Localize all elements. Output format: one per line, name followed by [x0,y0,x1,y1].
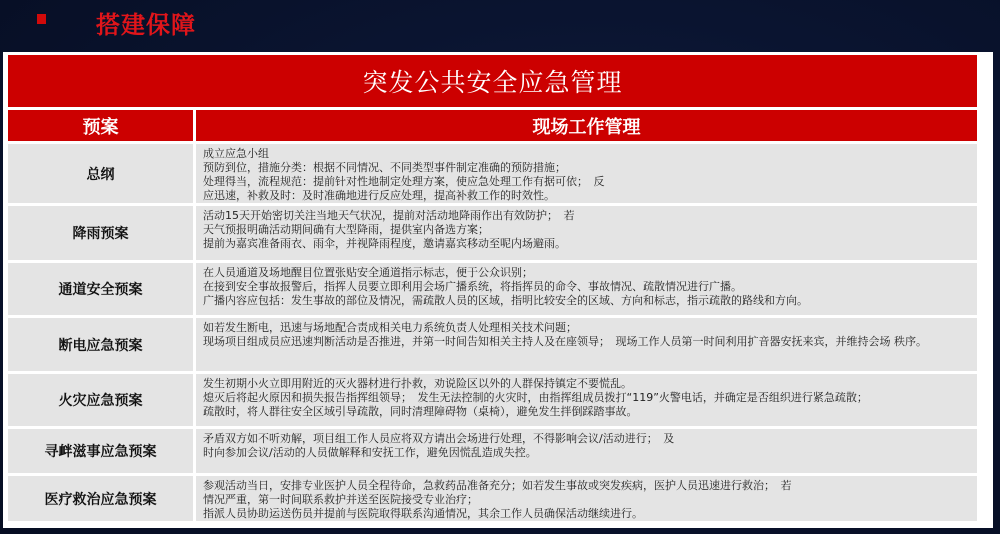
content-line: 广播内容应包括：发生事故的部位及情况，需疏散人员的区域，指明比较安全的区域、方向和标志，指示疏散的路线和方向。 [203,294,808,307]
page-title: 搭建保障 [96,11,196,39]
title-bullet-icon [37,14,46,24]
content-line: 疏散时，将人群往安全区域引导疏散，同时清理障碍物（桌椅），避免发生拌倒踩踏事故。 [203,405,638,418]
table-row-content [196,476,977,521]
table-row-label: 火灾应急预案 [8,374,193,426]
content-line: 预防到位，措施分类：根据不同情况、不同类型事件制定准确的预防措施； [203,161,566,174]
content-line: 如若发生断电，迅速与场地配合责成相关电力系统负责人处理相关技术问题； [203,321,577,334]
table-row-label: 医疗救治应急预案 [8,476,193,521]
table-row-label: 通道安全预案 [8,263,193,315]
table-row-content [196,263,977,315]
content-line: 指派人员协助运送伤员并提前与医院取得联系沟通情况，其余工作人员确保活动继续进行。 [203,507,643,520]
content-line: 天气预报明确活动期间确有大型降雨，提供室内备选方案； [203,223,489,236]
column-header-management: 现场工作管理 [196,110,977,141]
content-line: 在接到安全事故报警后，指挥人员要立即利用会场广播系统，将指挥员的命令、事故情况、疏散情况进行广播。 [203,280,742,293]
content-line: 现场项目组成员应迅速判断活动是否推进，并第一时间告知相关主持人及在座领导； 现场工作人员第一时间利用扩音器安抚来宾，并维持会场 秩序。 [203,335,927,348]
table-row-content [196,144,977,203]
content-line: 活动15天开始密切关注当地天气状况，提前对活动地降雨作出有效防护； 若 [203,209,575,222]
table-banner: 突发公共安全应急管理 [8,55,977,107]
table-row-label: 断电应急预案 [8,318,193,371]
table-row-content [196,206,977,260]
content-line: 提前为嘉宾准备雨衣、雨伞，并视降雨程度，邀请嘉宾移动至呢内场避雨。 [203,237,566,250]
content-line: 应迅速，补救及时：及时准确地进行反应处理，提高补救工作的时效性。 [203,189,555,202]
table-row-content [196,374,977,426]
table-row-label: 降雨预案 [8,206,193,260]
content-line: 参观活动当日，安排专业医护人员全程待命，急救药品准备充分；如若发生事故或突发疾病，医护人员迅速进行救治； 若 [203,479,792,492]
content-line: 情况严重，第一时间联系救护并送至医院接受专业治疗； [203,493,478,506]
content-line: 熄灭后将起火原因和损失报告指挥组领导； 发生无法控制的火灾时，由指挥组成员拨打“119”火警电话，并确定是否组织进行紧急疏散； [203,391,868,404]
table-row-content [196,429,977,473]
column-header-plan: 预案 [8,110,193,141]
content-line: 时向参加会议/活动的人员做解释和安抚工作，避免因慌乱造成失控。 [203,446,537,459]
table-row-label: 寻衅滋事应急预案 [8,429,193,473]
content-line: 发生初期小火立即用附近的灭火器材进行扑救，劝说险区以外的人群保持镇定不要慌乱。 [203,377,632,390]
content-line: 矛盾双方如不听劝解，项目组工作人员应将双方请出会场进行处理，不得影响会议/活动进行； 及 [203,432,675,445]
emergency-plan-table [3,52,993,528]
table-row-content [196,318,977,371]
content-line: 成立应急小组 [203,147,269,160]
content-line: 处理得当，流程规范：提前针对性地制定处理方案，使应急处理工作有据可依； 反 [203,175,605,188]
content-line: 在人员通道及场地醒目位置张贴安全通道指示标志，便于公众识别； [203,266,533,279]
table-row-label: 总纲 [8,144,193,203]
